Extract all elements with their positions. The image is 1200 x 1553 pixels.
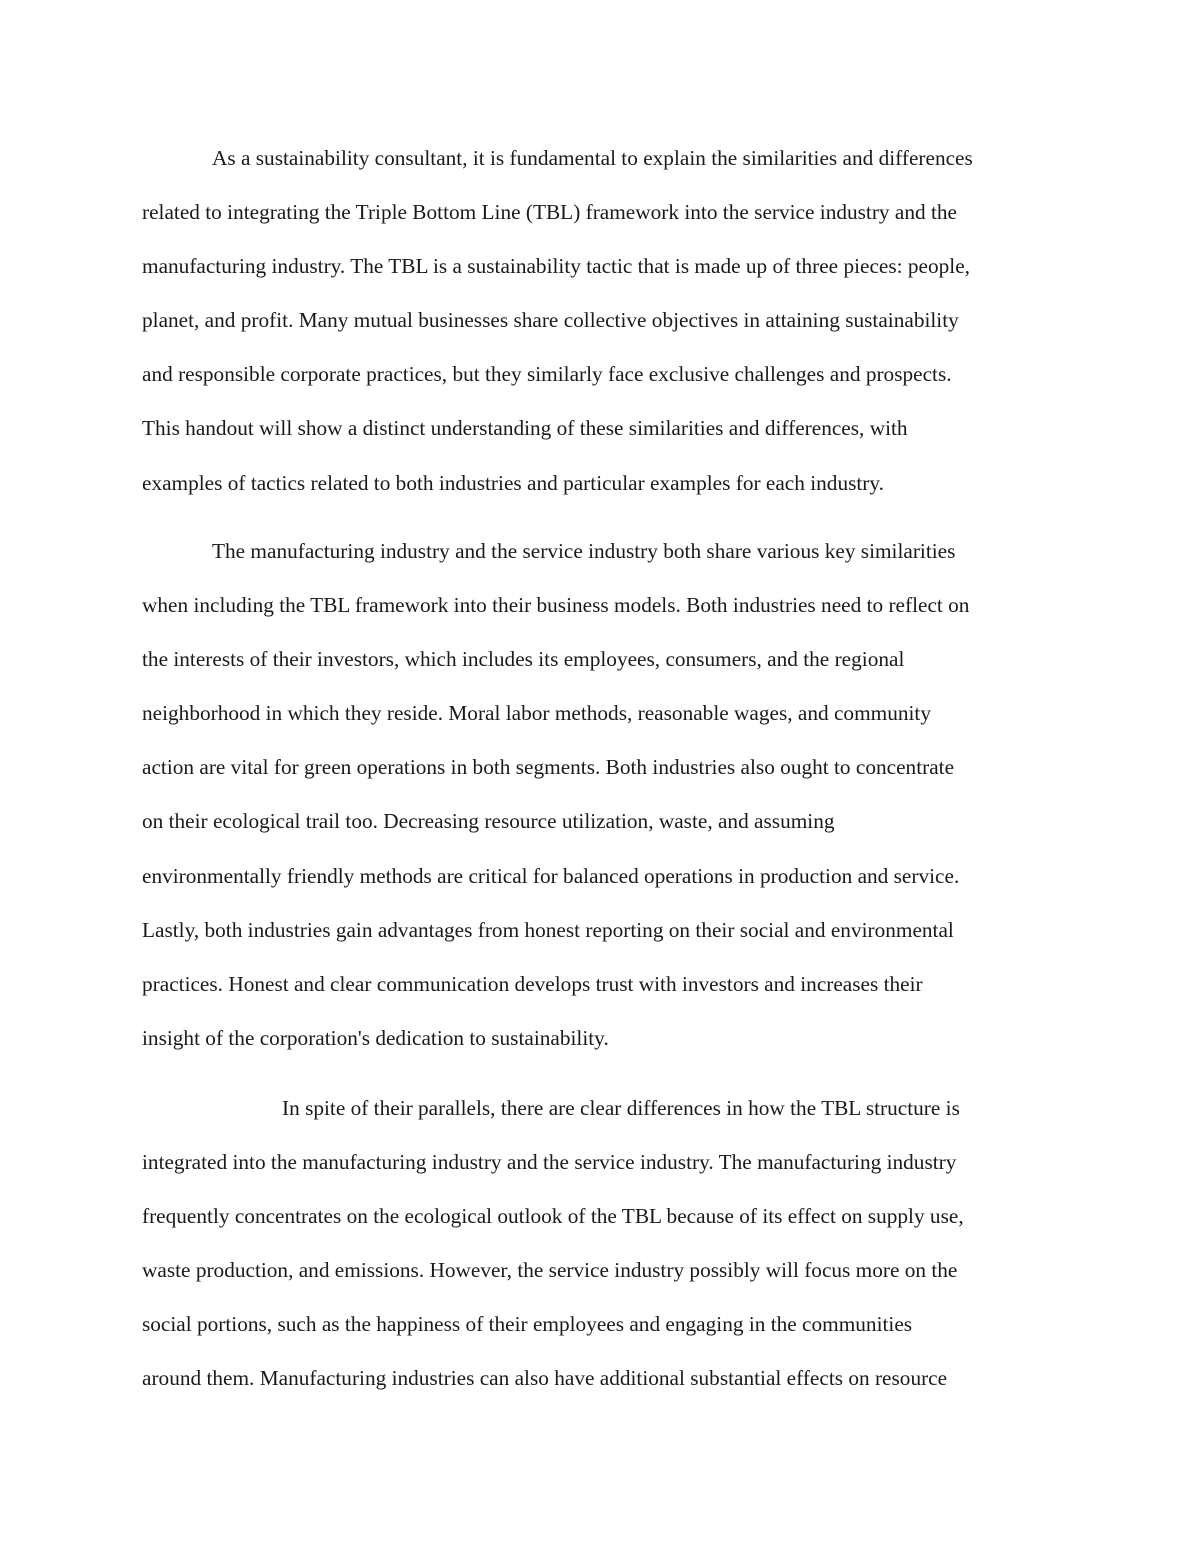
text-line: around them. Manufacturing industries can also have additional substantial effects on resource [142,1366,948,1391]
text-line: In spite of their parallels, there are clear differences in how the TBL structure is [282,1096,960,1120]
paragraph-differences [142,1081,1062,1406]
text-line: practices. Honest and clear communication develops trust with investors and increases their [142,971,923,996]
text-line: planet, and profit. Many mutual businesses share collective objectives in attaining sustainability [142,308,959,333]
text-line: the interests of their investors, which includes its employees, consumers, and the regional [142,647,905,672]
text-line: manufacturing industry. The TBL is a sustainability tactic that is made up of three pieces: people, [142,254,970,279]
text-line: action are vital for green operations in both segments. Both industries also ought to concentrate [142,755,955,780]
text-line: when including the TBL framework into their business models. Both industries need to reflect on [142,593,970,618]
text-line: insight of the corporation's dedication to sustainability. [142,1025,609,1050]
text-line: examples of tactics related to both industries and particular examples for each industry. [142,470,884,495]
text-line: integrated into the manufacturing industry and the service industry. The manufacturing industry [142,1150,957,1175]
text-line: waste production, and emissions. However, the service industry possibly will focus more on the [142,1258,958,1283]
text-line: The manufacturing industry and the service industry both share various key similarities [212,539,956,563]
text-line: and responsible corporate practices, but they similarly face exclusive challenges and prospects. [142,362,952,387]
text-line: environmentally friendly methods are critical for balanced operations in production and service. [142,863,960,888]
text-line: frequently concentrates on the ecological outlook of the TBL because of its effect on supply use, [142,1204,964,1229]
paragraph-introduction [142,131,1062,510]
text-line: As a sustainability consultant, it is fundamental to explain the similarities and differences [212,146,973,170]
text-line: neighborhood in which they reside. Moral labor methods, reasonable wages, and community [142,701,931,726]
text-line: This handout will show a distinct understanding of these similarities and differences, with [142,416,908,441]
text-line: social portions, such as the happiness of their employees and engaging in the communities [142,1312,913,1337]
paragraph-similarities [142,524,1062,1065]
text-line: on their ecological trail too. Decreasing resource utilization, waste, and assuming [142,809,835,834]
text-line: Lastly, both industries gain advantages from honest reporting on their social and environmental [142,917,954,942]
text-line: related to integrating the Triple Bottom Line (TBL) framework into the service industry and the [142,200,958,225]
